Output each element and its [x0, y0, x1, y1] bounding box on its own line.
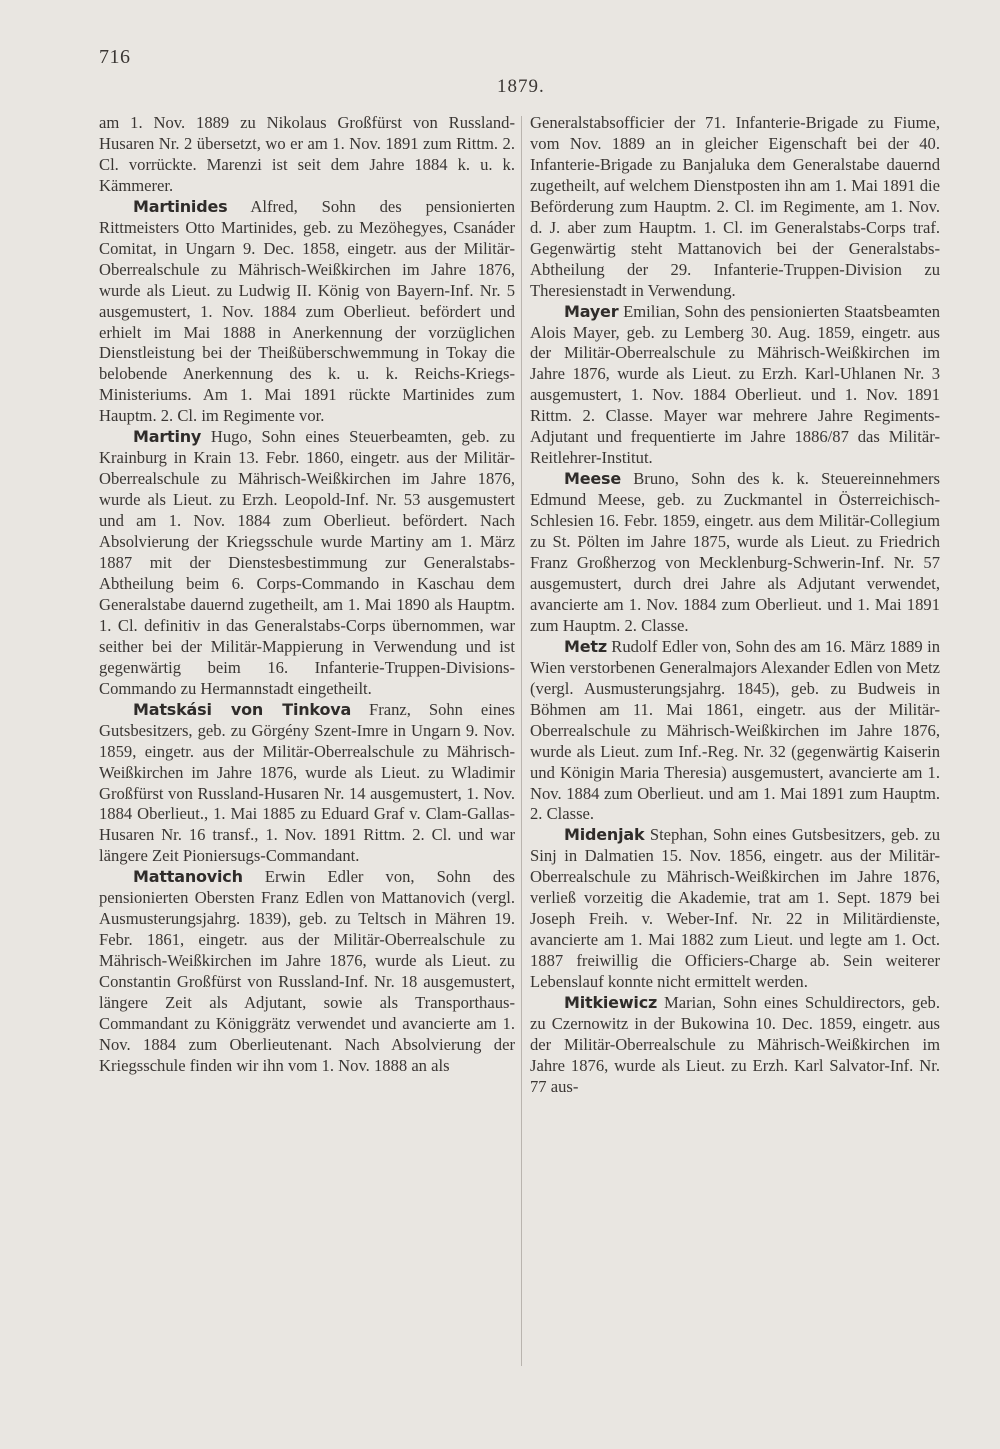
entry-mayer: [530, 302, 940, 470]
entry-text: Bruno, Sohn des k. k. Steuereinnehmers Edmund Meese, geb. zu Zuckmantel in Österreichisch-Schlesien 16. Febr. 1859, eingetr. aus dem Militär-Collegium zu St. Pölten im Jahre 1875, wurde als Lieut. zu Friedrich Franz Großherzog von Mecklenburg-Schwerin-Inf. Nr. 57 ausgemustert, durch drei Jahre als Adjutant verwendet, avancierte am 1. Nov. 1884 zum Oberlieut. und 1. Mai 1891 zum Hauptm. 2. Classe.: [530, 469, 940, 635]
entry-text: Stephan, Sohn eines Gutsbesitzers, geb. zu Sinj in Dalmatien 15. Nov. 1856, eingetr. aus der Militär-Oberrealschule zu Mährisch-Weißkirchen im Jahre 1876, verließ vorzeitig die Akademie, trat am 1. Sept. 1879 bei Joseph Freih. v. Weber-Inf. Nr. 22 in Militärdienste, avancierte am 1. Mai 1882 zum Lieut. und legte am 1. Oct. 1887 freiwillig die Officiers-Charge ab. Sein weiterer Lebenslauf konnte nicht ermittelt werden.: [530, 825, 940, 992]
column-divider: [521, 116, 522, 1366]
entry-text: Marian, Sohn eines Schuldirectors, geb. zu Czernowitz in der Bukowina 10. Dec. 1859, eingetr. aus der Militär-Oberrealschule zu Mährisch-Weißkirchen im Jahre 1876, wurde als Lieut. zu Erzh. Karl Salvator-Inf. Nr. 77 aus-: [530, 993, 940, 1096]
entry-text: Hugo, Sohn eines Steuerbeamten, geb. zu Krainburg in Krain 13. Febr. 1860, eingetr. aus der Militär-Oberrealschule zu Mährisch-Weißkirchen im Jahre 1876, wurde als Lieut. zu Erzh. Leopold-Inf. Nr. 53 ausgemustert und am 1. Nov. 1884 zum Oberlieut. befördert. Nach Absolvierung der Kriegsschule wurde Martiny am 1. März 1887 mit der Dienstesbestimmung zur Generalstabs-Abtheilung beim 6. Corps-Commando in Kaschau dem Generalstabe dauernd zugetheilt, am 1. Mai 1890 als Hauptm. 1. Cl. definitiv in das Generalstabs-Corps übernommen, war seither bei der Militär-Mappierung in Verwendung und ist gegenwärtig beim 16. Infanterie-Truppen-Divisions-Commando zu Hermannstadt eingetheilt.: [99, 427, 515, 698]
entry-surname: Matskási von Tinkova: [133, 699, 352, 719]
entry-midenjak: [530, 825, 940, 993]
entry-text: Emilian, Sohn des pensionierten Staatsbeamten Alois Mayer, geb. zu Lemberg 30. Aug. 1859, eingetr. aus der Militär-Oberrealschule zu Mährisch-Weißkirchen im Jahre 1876, wurde als Lieut. zu Erzh. Karl-Uhlanen Nr. 3 ausgemustert, 1. Nov. 1884 Oberlieut. und 1. Nov. 1891 Rittm. 2. Classe. Mayer war mehrere Jahre Regiments-Adjutant und frequentierte im Jahre 1886/87 das Militär-Reitlehrer-Institut.: [530, 301, 940, 468]
entry-martiny: [99, 427, 515, 699]
entry-surname: Mayer: [564, 301, 619, 321]
entry-surname: Metz: [564, 636, 607, 656]
entry-matskasi: [99, 700, 515, 868]
running-header-year: 1879.: [497, 76, 545, 97]
entry-text: Erwin Edler von, Sohn des pensionierten Obersten Franz Edlen von Mattanovich (vergl. Ausmusterungsjahrg. 1839), geb. zu Teltsch in Mähren 19. Febr. 1861, eingetr. aus der Militär-Oberrealschule zu Mährisch-Weißkirchen im Jahre 1876, wurde als Lieut. zu Constantin Großfürst von Russland-Inf. Nr. 18 ausgemustert, längere Zeit als Adjutant, sowie als Transporthaus-Commandant zu Königgrätz verwendet und avancierte am 1. Nov. 1884 zum Oberlieutenant. Nach Absolvierung der Kriegsschule finden wir ihn vom 1. Nov. 1888 an als: [99, 867, 515, 1075]
entry-martinides: [99, 197, 515, 427]
page-number: 716: [99, 46, 131, 68]
entry-surname: Martinides: [133, 196, 228, 216]
entry-surname: Midenjak: [564, 825, 645, 845]
entry-metz: [530, 637, 940, 826]
entry-text: am 1. Nov. 1889 zu Nikolaus Großfürst von Russland-Husaren Nr. 2 übersetzt, wo er am 1. Nov. 1891 zum Rittm. 2. Cl. vorrückte. Marenzi ist seit dem Jahre 1884 k. u. k. Kämmerer.: [99, 113, 515, 195]
entry-mitkiewicz: [530, 993, 940, 1098]
left-column: [99, 113, 515, 1077]
right-column: [530, 113, 940, 1098]
entry-continuation: [99, 113, 515, 197]
entry-text: Alfred, Sohn des pensionierten Rittmeisters Otto Martinides, geb. zu Mezöhegyes, Csanáder Comitat, in Ungarn 9. Dec. 1858, eingetr. aus der Militär-Oberrealschule zu Mährisch-Weißkirchen im Jahre 1876, wurde als Lieut. zu Ludwig II. König von Bayern-Inf. Nr. 5 ausgemustert, 1. Nov. 1884 zum Oberlieut. befördert und erhielt im Mai 1888 in Anerkennung der vorzüglichen Dienstleistung bei der Theißüberschwemmung in Tokay die belobende Anerkennung des k. u. k. Reichs-Kriegs-Ministeriums. Am 1. Mai 1891 rückte Martinides zum Hauptm. 2. Cl. im Regimente vor.: [99, 196, 515, 426]
entry-surname: Martiny: [133, 427, 202, 447]
entry-surname: Mattanovich: [133, 867, 243, 887]
entry-text: Rudolf Edler von, Sohn des am 16. März 1889 in Wien verstorbenen Generalmajors Alexander Edlen von Metz (vergl. Ausmusterungsjahrg. 1845), geb. zu Budweis in Böhmen am 11. Mai 1861, eingetr. aus der Militär-Oberrealschule zu Mährisch-Weißkirchen im Jahre 1876, wurde als Lieut. zum Inf.-Reg. Nr. 32 (gegenwärtig Kaiserin und Königin Maria Theresia) ausgemustert, avancierte am 1. Nov. 1884 zum Oberlieut. und am 1. Mai 1891 zum Hauptm. 2. Classe.: [530, 636, 940, 824]
entry-surname: Meese: [564, 469, 622, 489]
entry-surname: Mitkiewicz: [564, 993, 658, 1013]
entry-mattanovich: [99, 867, 515, 1077]
entry-meese: [530, 469, 940, 637]
entry-continuation: [530, 113, 940, 302]
entry-text: Franz, Sohn eines Gutsbesitzers, geb. zu Görgény Szent-Imre in Ungarn 9. Nov. 1859, eingetr. aus der Militär-Oberrealschule zu Mährisch-Weißkirchen im Jahre 1876, wurde als Lieut. zu Wladimir Großfürst von Russland-Husaren Nr. 14 ausgemustert, 1. Nov. 1884 Oberlieut., 1. Mai 1885 zu Eduard Graf v. Clam-Gallas-Husaren Nr. 16 transf., 1. Nov. 1891 Rittm. 2. Cl. und war längere Zeit Pioniersugs-Commandant.: [99, 699, 516, 866]
entry-text: Generalstabsofficier der 71. Infanterie-Brigade zu Fiume, vom Nov. 1889 an in gleicher Eigenschaft bei der 40. Infanterie-Brigade zu Banjaluka dem Generalstabe dauernd zugetheilt, auf welchem Dienstposten ihn am 1. Mai 1891 die Beförderung zum Hauptm. 2. Cl. im Regimente, am 1. Nov. d. J. aber zum Hauptm. 1. Cl. im Generalstabs-Corps traf. Gegenwärtig steht Mattanovich bei der Generalstabs-Abtheilung der 29. Infanterie-Truppen-Division zu Theresienstadt in Verwendung.: [530, 113, 940, 300]
